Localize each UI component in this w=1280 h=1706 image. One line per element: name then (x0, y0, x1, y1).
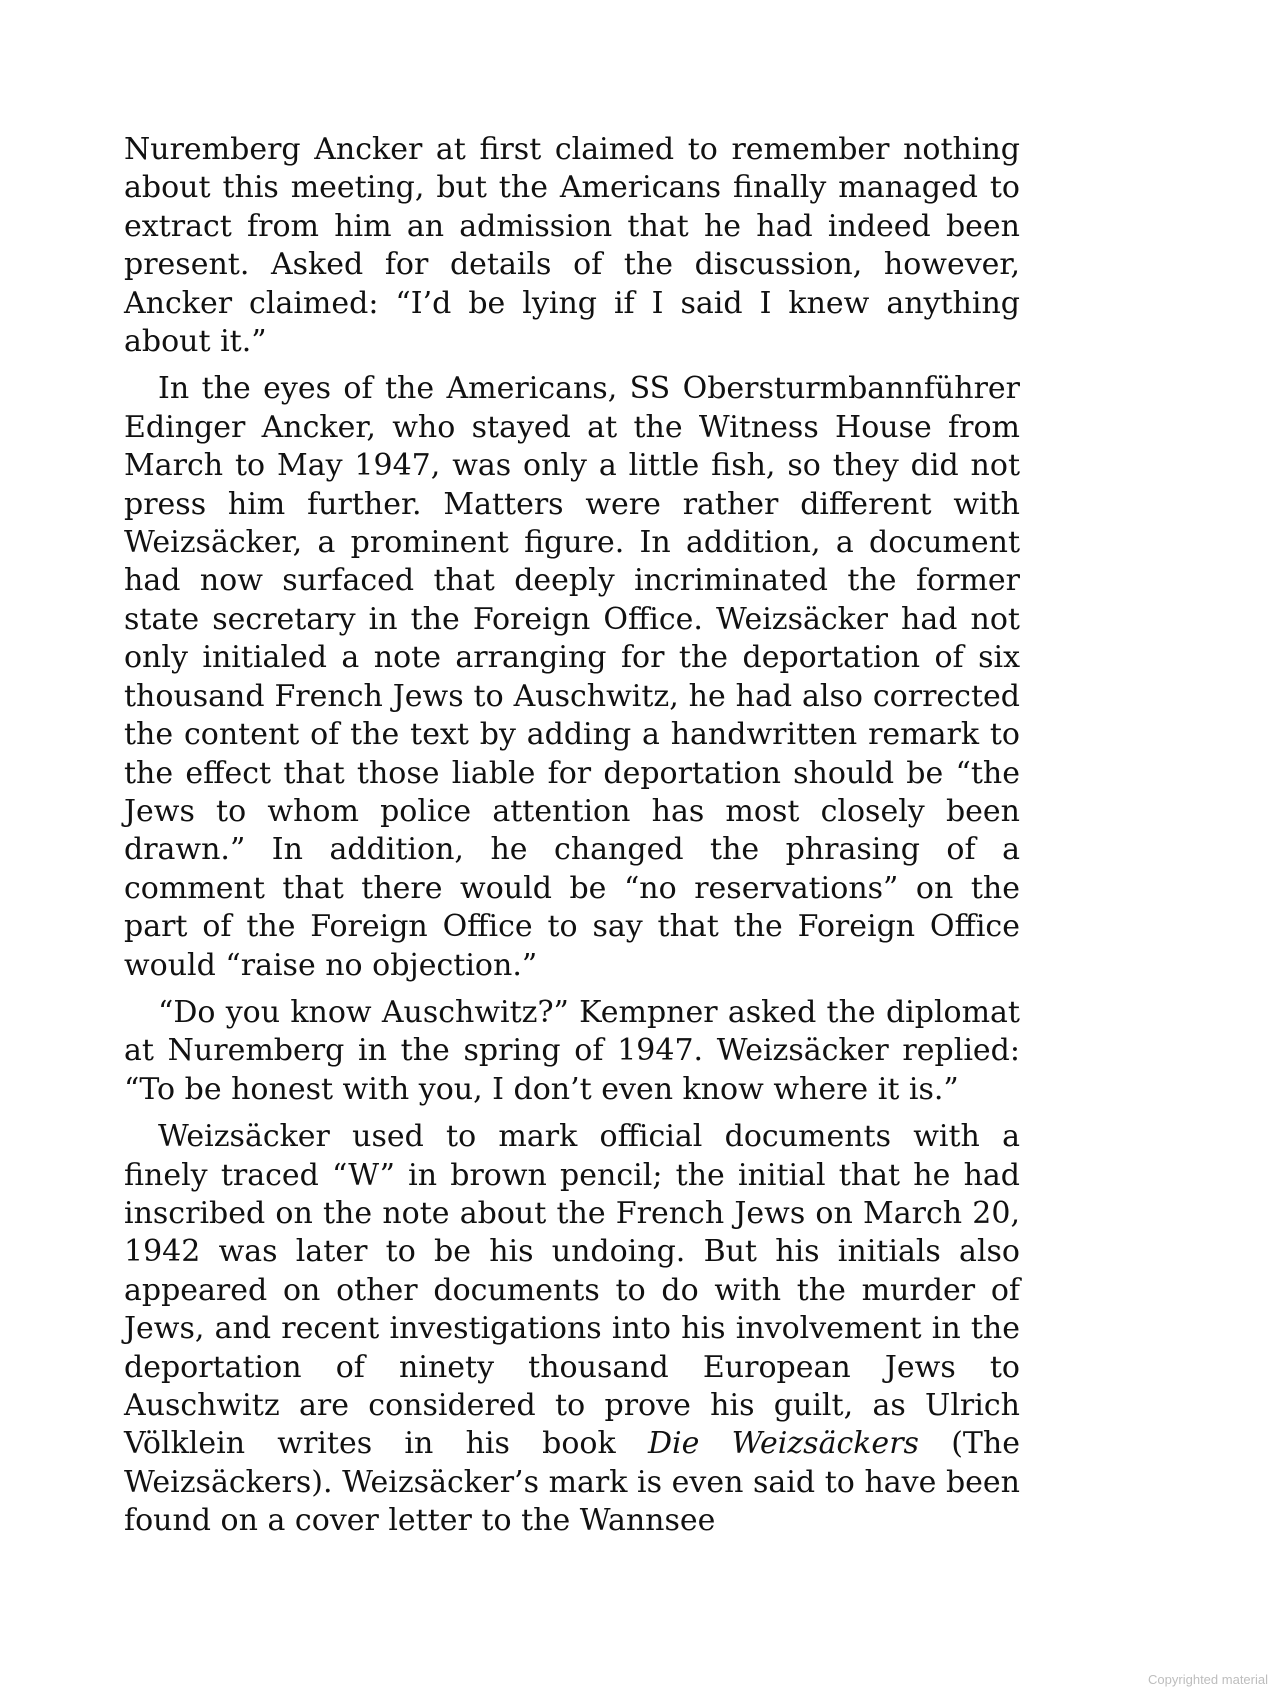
paragraph-4-text-a: Weizsäcker used to mark official documents with a finely traced “W” in brown pencil; the initial that he had inscribed on the note about the French Jews on March 20, 1942 was later to be his undoing. But his initials also appeared on other documents to do with the murder of Jews, and recent investigations into his involvement in the deportation of ninety thousand European Jews to Auschwitz are considered to prove his guilt, as Ulrich Völklein writes in his book (124, 1119, 1020, 1462)
paragraph-2: In the eyes of the Americans, SS Obersturmbannführer Edinger Ancker, who stayed at the Witness House from March to May 1947, was only a little fish, so they did not press him further. Matters were rather different with Weizsäcker, a prominent figure. In addition, a document had now surfaced that deeply incriminated the former state secretary in the Foreign Office. Weizsäcker had not only initialed a note arranging for the deportation of six thousand French Jews to Auschwitz, he had also corrected the content of the text by adding a handwritten remark to the effect that those liable for deportation should be “the Jews to whom police attention has most closely been drawn.” In addition, he changed the phrasing of a comment that there would be “no reservations” on the part of the Foreign Office to say that the Foreign Office would “raise no objection.” (124, 371, 1020, 983)
paragraph-4 (124, 1118, 1020, 1540)
paragraph-4-text-b: (The Weizsäckers). Weizsäcker’s mark is even said to have been found on a cover letter to the Wannsee (124, 1426, 1021, 1539)
paragraph-1: Nuremberg Ancker at first claimed to remember nothing about this meeting, but the Americans finally managed to extract from him an admission that he had indeed been present. Asked for details of the discussion, however, Ancker claimed: “I’d be lying if I said I knew anything about it.” (124, 132, 1020, 360)
book-title-italic: Die Weizsäckers (647, 1426, 919, 1462)
page-body (124, 131, 1020, 1541)
paragraph-3: “Do you know Auschwitz?” Kempner asked the diplomat at Nuremberg in the spring of 1947. Weizsäcker replied: “To be honest with you, I don’t even know where it is.” (124, 994, 1020, 1107)
copyright-watermark: Copyrighted material (1148, 1672, 1268, 1687)
